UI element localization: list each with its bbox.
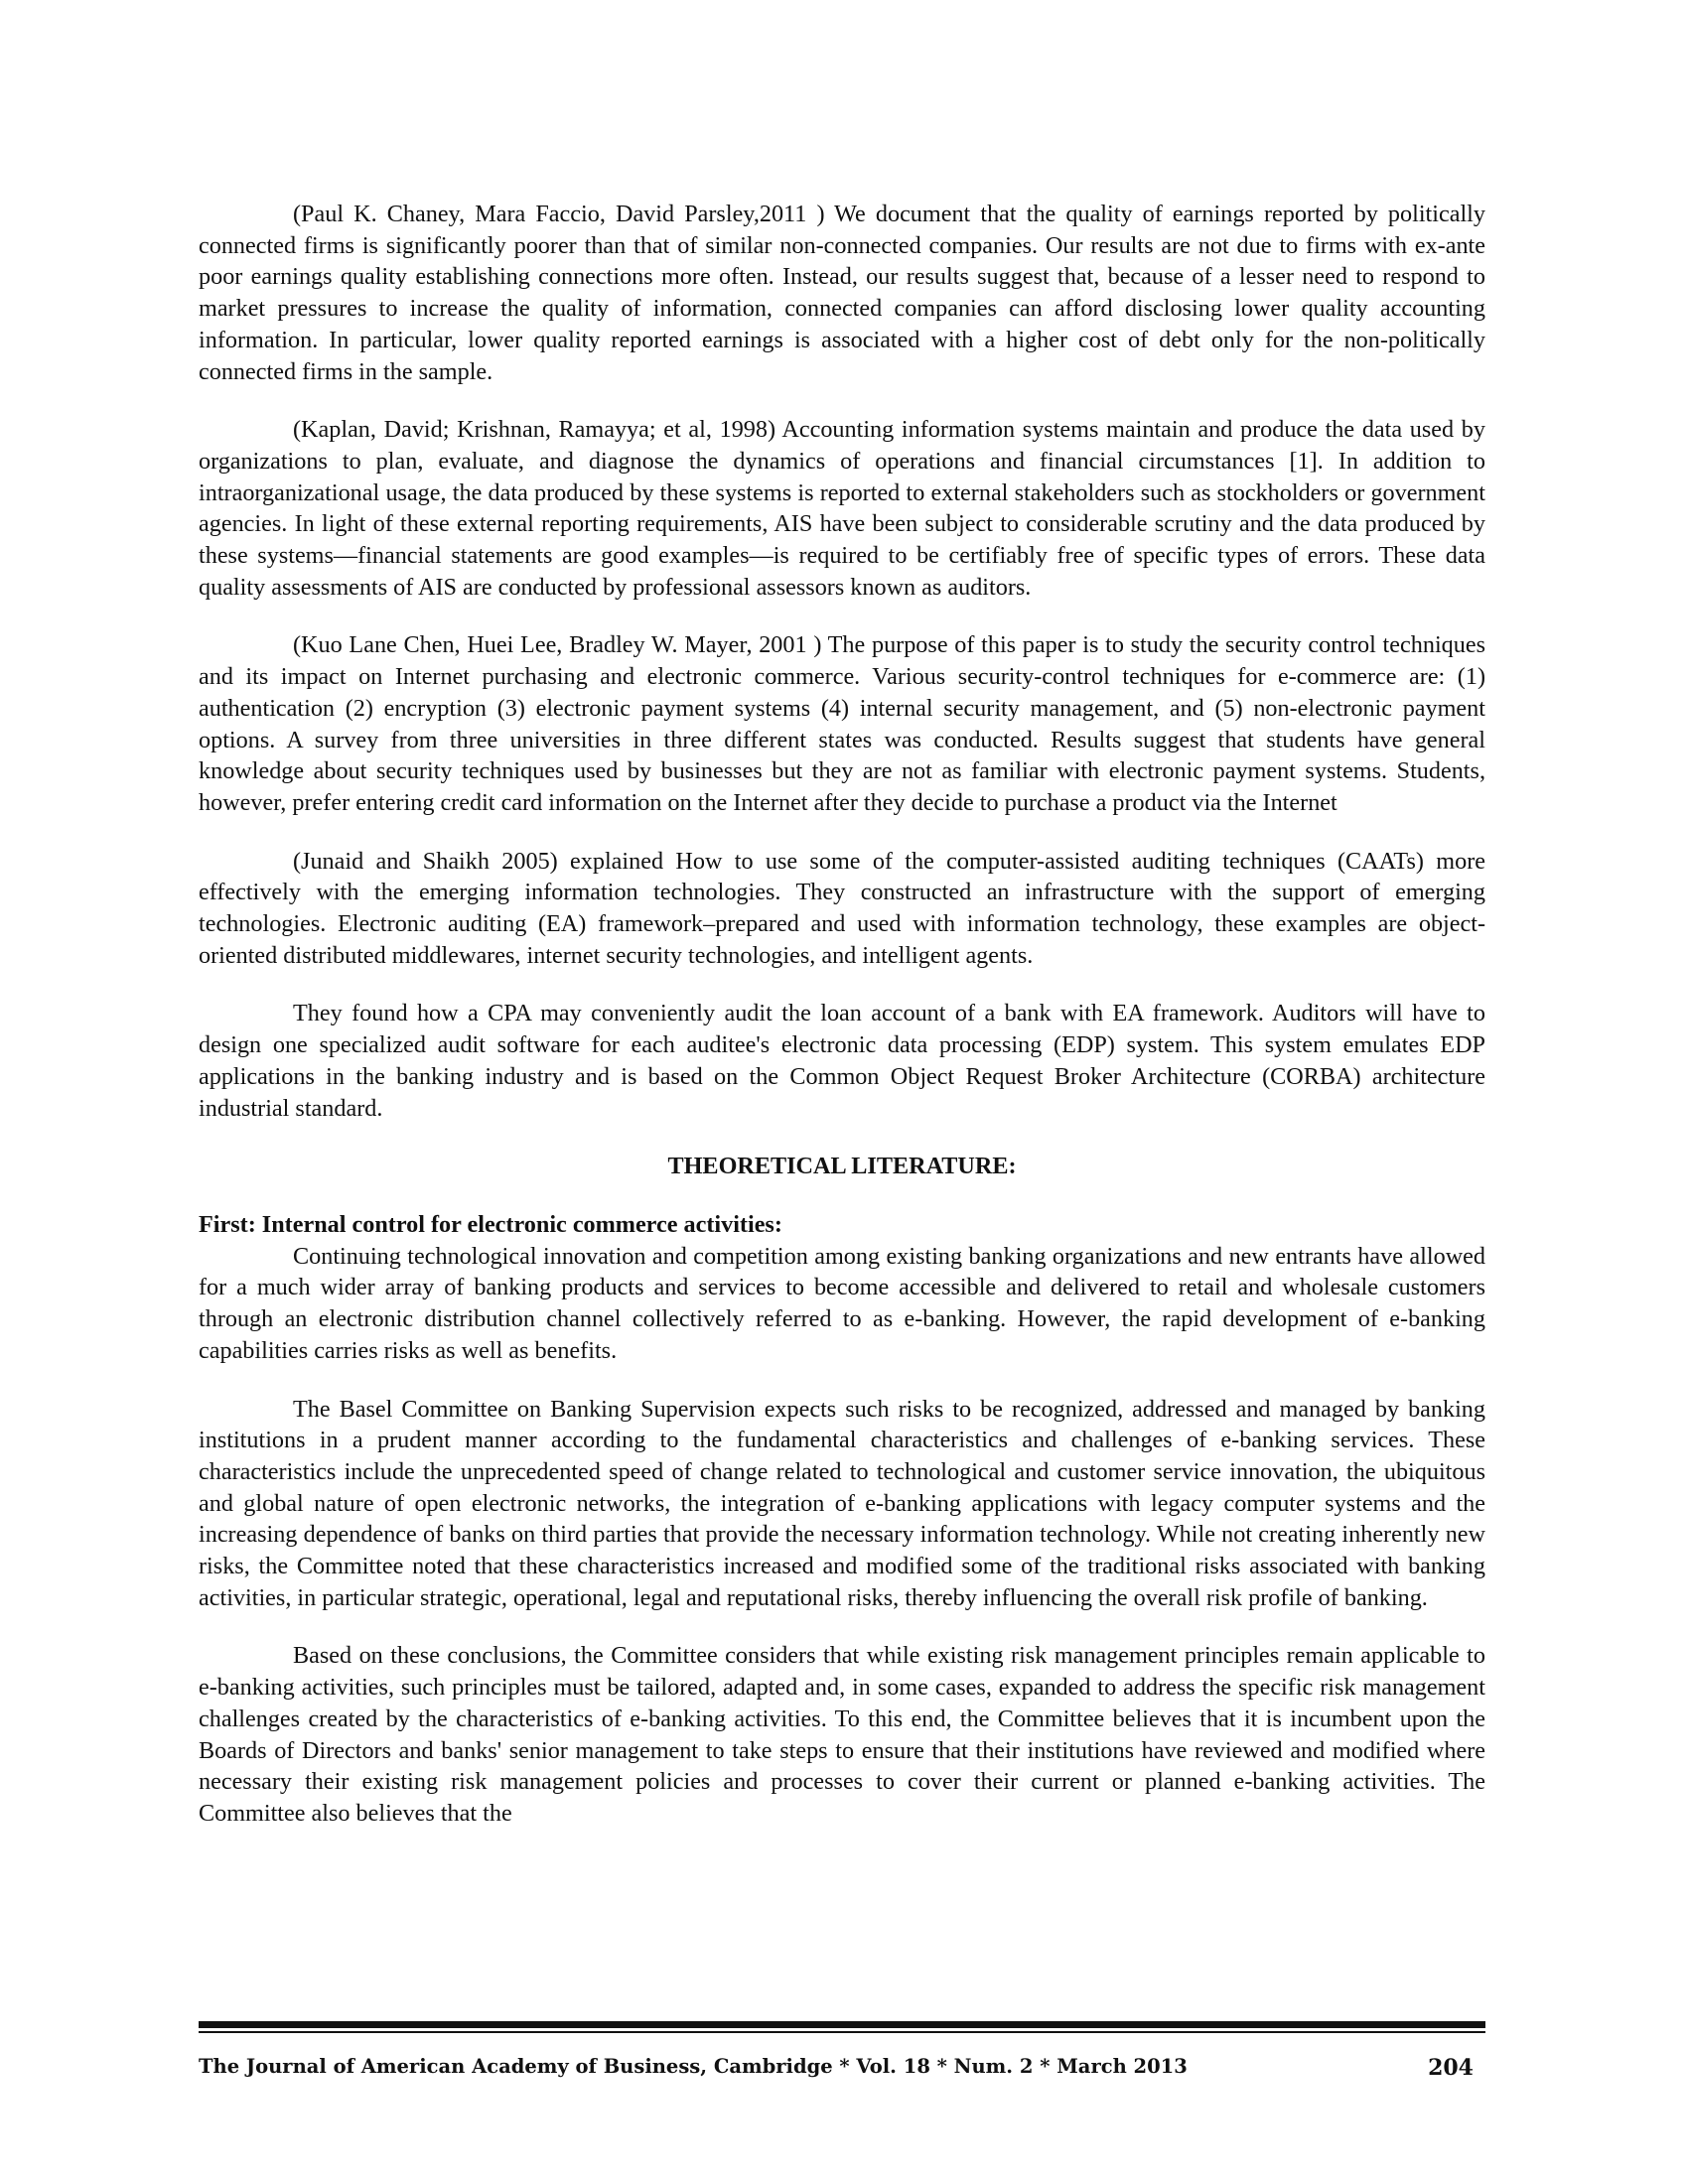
paragraph-cpa-audit: They found how a CPA may conveniently audit the loan account of a bank with EA framework. Auditors will have to design one specialized audit software for each auditee's electronic data processing (EDP) system. This system emulates EDP applications in the banking industry and is based on the Common Object Request Broker Architecture (CORBA) architecture industrial standard.	[199, 1000, 1485, 1122]
section-heading: THEORETICAL LITERATURE:	[667, 1153, 1017, 1180]
footer-rule-thin	[199, 2031, 1485, 2033]
paragraph-kaplan: (Kaplan, David; Krishnan, Ramayya; et al, 1998) Accounting information systems maintain and produce the data used by organizations to plan, evaluate, and diagnose the dynamics of operations and financial circumstances [1]. In addition to intraorganizational usage, the data produced by these systems is reported to external stakeholders such as stockholders or government agencies. In light of these external reporting requirements, AIS have been subject to considerable scrutiny and the data produced by these systems—financial statements are good examples—is required to be certifiably free of specific types of errors. These data quality assessments of AIS are conducted by professional assessors known as auditors.	[199, 416, 1485, 601]
page-body	[199, 199, 1485, 1830]
paragraph-chaney: (Paul K. Chaney, Mara Faccio, David Parsley,2011 ) We document that the quality of earnings reported by politically connected firms is significantly poorer than that of similar non-connected companies. Our results are not due to firms with ex-ante poor earnings quality establishing connections more often. Instead, our results suggest that, because of a lesser need to respond to market pressures to increase the quality of information, connected companies can afford disclosing lower quality accounting information. In particular, lower quality reported earnings is associated with a higher cost of debt only for the non-politically connected firms in the sample.	[199, 201, 1485, 385]
footer-line	[199, 2055, 1485, 2085]
paragraph-basel: The Basel Committee on Banking Supervision expects such risks to be recognized, addressed and managed by banking institutions in a prudent manner according to the fundamental characteristics and challenges of e-banking services. These characteristics include the unprecedented speed of change related to technological and customer service innovation, the ubiquitous and global nature of open electronic networks, the integration of e-banking applications with legacy computer systems and the increasing dependence of banks on third parties that provide the necessary information technology. While not creating inherently new risks, the Committee noted that these characteristics increased and modified some of the traditional risks associated with banking activities, in particular strategic, operational, legal and reputational risks, thereby influencing the overall risk profile of banking.	[199, 1395, 1485, 1611]
page-footer	[199, 2021, 1485, 2085]
paragraph-innovation: Continuing technological innovation and competition among existing banking organizations and new entrants have allowed for a much wider array of banking products and services to become accessible and delivered to retail and wholesale customers through an electronic distribution channel collectively referred to as e-banking. However, the rapid development of e-banking capabilities carries risks as well as benefits.	[199, 1242, 1485, 1364]
paragraph-junaid: (Junaid and Shaikh 2005) explained How to use some of the computer-assisted auditing techniques (CAATs) more effectively with the emerging information technologies. They constructed an infrastructure with the support of emerging technologies. Electronic auditing (EA) framework–prepared and used with information technology, these examples are object-oriented distributed middlewares, internet security technologies, and intelligent agents.	[199, 847, 1485, 969]
page-number: 204	[1428, 2055, 1474, 2081]
subheading-internal-control: First: Internal control for electronic commerce activities:	[199, 1210, 782, 1238]
footer-journal-citation: The Journal of American Academy of Business, Cambridge * Vol. 18 * Num. 2 * March 2013	[199, 2055, 1188, 2078]
footer-rule-thick	[199, 2021, 1485, 2028]
paragraph-chen: (Kuo Lane Chen, Huei Lee, Bradley W. Mayer, 2001 ) The purpose of this paper is to study the security control techniques and its impact on Internet purchasing and electronic commerce. Various security-control techniques for e-commerce are: (1) authentication (2) encryption (3) electronic payment systems (4) internal security management, and (5) non-electronic payment options. A survey from three universities in three different states was conducted. Results suggest that students have general knowledge about security techniques used by businesses but they are not as familiar with electronic payment systems. Students, however, prefer entering credit card information on the Internet after they decide to purchase a product via the Internet	[199, 631, 1485, 816]
paragraph-conclusions: Based on these conclusions, the Committee considers that while existing risk management principles remain applicable to e-banking activities, such principles must be tailored, adapted and, in some cases, expanded to address the specific risk management challenges created by the characteristics of e-banking activities. To this end, the Committee believes that it is incumbent upon the Boards of Directors and banks' senior management to take steps to ensure that their institutions have reviewed and modified where necessary their existing risk management policies and processes to cover their current or planned e-banking activities. The Committee also believes that the	[199, 1642, 1485, 1827]
